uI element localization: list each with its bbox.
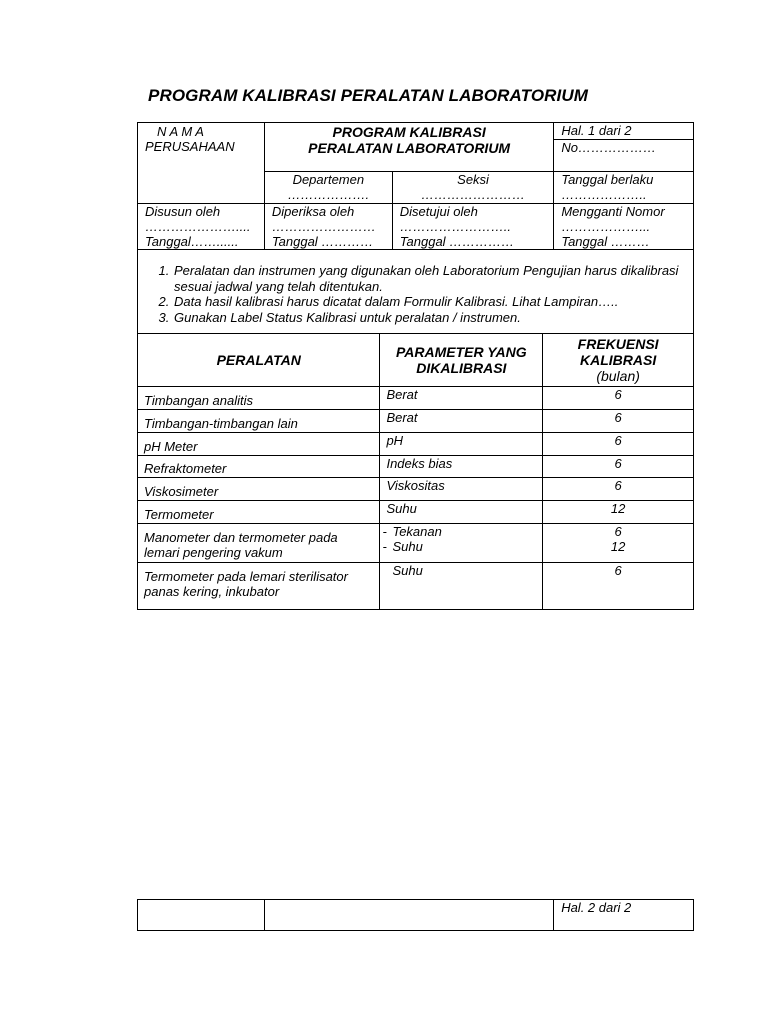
table-row xyxy=(138,563,694,610)
approved-by-value: …………………….. xyxy=(399,219,512,234)
column-header-parameter-line2: DIKALIBRASI xyxy=(416,360,507,376)
frequency-cell: 6 xyxy=(543,410,694,433)
column-header-frequency xyxy=(543,334,694,387)
parameter-cell: pH xyxy=(380,433,543,456)
parameter-item xyxy=(382,524,536,539)
table-row xyxy=(138,433,694,456)
column-header-parameter xyxy=(380,334,543,387)
program-title-line2: PERALATAN LABORATORIUM xyxy=(308,140,511,156)
table-header-row xyxy=(138,334,694,387)
column-header-frequency-line1: FREKUENSI xyxy=(577,336,659,352)
checked-date: Tanggal ………… xyxy=(271,234,374,249)
replaces-date: Tanggal ……… xyxy=(561,234,650,249)
footer-blank-cell-2 xyxy=(264,900,553,931)
frequency-value: 12 xyxy=(610,539,626,554)
replaces-number-cell xyxy=(554,204,694,250)
department-value: ………………. xyxy=(287,187,370,202)
document-number-cell: No……………… xyxy=(554,140,694,172)
approved-by-cell xyxy=(392,204,554,250)
footer-blank-cell-1 xyxy=(138,900,265,931)
document-title: PROGRAM KALIBRASI PERALATAN LABORATORIUM xyxy=(148,86,588,105)
program-title-line1: PROGRAM KALIBRASI xyxy=(332,124,486,140)
company-label-line1: N A M A xyxy=(157,124,204,139)
parameter-cell: Berat xyxy=(380,387,543,410)
column-header-frequency-line2: KALIBRASI xyxy=(579,352,657,368)
equipment-cell: Viskosimeter xyxy=(138,478,380,501)
table-row xyxy=(138,478,694,501)
footer-page-number: Hal. 2 dari 2 xyxy=(554,900,694,931)
page-number-cell: Hal. 1 dari 2 xyxy=(554,123,694,140)
frequency-cell: 6 xyxy=(543,563,694,610)
frequency-cell: 6 xyxy=(543,456,694,478)
frequency-cell: 12 xyxy=(543,501,694,524)
effective-date-cell xyxy=(554,172,694,204)
parameter-value: Suhu xyxy=(392,539,423,554)
frequency-cell: 6 xyxy=(543,433,694,456)
equipment-cell: Termometer xyxy=(138,501,380,524)
frequency-cell xyxy=(543,524,694,563)
table-row xyxy=(138,524,694,563)
equipment-cell: Timbangan-timbangan lain xyxy=(138,410,380,433)
table-row xyxy=(138,501,694,524)
note-item-1: 1. Peralatan dan instrumen yang digunakan oleh Laboratorium Pengujian harus dikalibrasi sesuai jadwal yang telah ditentukan. xyxy=(173,263,693,294)
parameter-cell: Berat xyxy=(380,410,543,433)
approved-date: Tanggal …………… xyxy=(399,234,515,249)
column-header-parameter-line1: PARAMETER YANG xyxy=(395,344,527,360)
equipment-cell: Refraktometer xyxy=(138,456,380,478)
parameter-cell: Suhu xyxy=(380,501,543,524)
footer-table xyxy=(137,899,694,931)
column-header-equipment-label: PERALATAN xyxy=(216,352,301,368)
frequency-cell: 6 xyxy=(543,387,694,410)
column-header-frequency-unit: (bulan) xyxy=(596,368,640,384)
parameter-cell: Viskositas xyxy=(380,478,543,501)
prepared-by-label: Disusun oleh xyxy=(145,204,221,219)
prepared-by-value: ………………….... xyxy=(145,219,251,234)
parameter-cell xyxy=(380,524,543,563)
department-cell xyxy=(264,172,392,204)
section-value: …………………… xyxy=(421,187,526,202)
equipment-cell: Termometer pada lemari sterilisator panas kering, inkubator xyxy=(138,563,380,610)
table-row xyxy=(138,387,694,410)
table-row xyxy=(138,410,694,433)
checked-by-label: Diperiksa oleh xyxy=(271,204,355,219)
parameter-cell: Indeks bias xyxy=(380,456,543,478)
prepared-by-cell xyxy=(138,204,265,250)
notes-box xyxy=(137,249,694,334)
effective-date-label: Tanggal berlaku xyxy=(561,172,654,187)
section-cell xyxy=(392,172,554,204)
note-item-3: 3. Gunakan Label Status Kalibrasi untuk peralatan / instrumen. xyxy=(173,310,693,326)
company-name-cell xyxy=(138,123,265,204)
notes-list xyxy=(138,263,693,325)
calibration-table xyxy=(137,333,694,610)
dash-glyph: - xyxy=(382,539,387,554)
replaces-number-label: Mengganti Nomor xyxy=(561,204,665,219)
checked-by-value: …………………… xyxy=(271,219,376,234)
frequency-value: 6 xyxy=(614,524,622,539)
effective-date-value: ……………….. xyxy=(561,187,647,202)
equipment-cell: Timbangan analitis xyxy=(138,387,380,410)
program-title-cell xyxy=(264,123,553,172)
equipment-cell: Manometer dan termometer pada lemari pengering vakum xyxy=(138,524,380,563)
section-label: Seksi xyxy=(457,172,489,187)
replaces-number-value: ………………... xyxy=(561,219,651,234)
frequency-cell: 6 xyxy=(543,478,694,501)
note-item-2: 2. Data hasil kalibrasi harus dicatat dalam Formulir Kalibrasi. Lihat Lampiran….. xyxy=(173,294,693,310)
company-label-line2: PERUSAHAAN xyxy=(145,139,235,154)
table-row xyxy=(138,456,694,478)
document-header-table xyxy=(137,122,694,250)
checked-by-cell xyxy=(264,204,392,250)
dash-glyph: - xyxy=(382,524,387,539)
equipment-cell: pH Meter xyxy=(138,433,380,456)
approved-by-label: Disetujui oleh xyxy=(399,204,478,219)
column-header-equipment xyxy=(138,334,380,387)
department-label: Departemen xyxy=(292,172,365,187)
parameter-item xyxy=(382,539,536,554)
parameter-cell: Suhu xyxy=(380,563,543,610)
parameter-value: Tekanan xyxy=(392,524,442,539)
prepared-date: Tanggal……...... xyxy=(145,234,239,249)
